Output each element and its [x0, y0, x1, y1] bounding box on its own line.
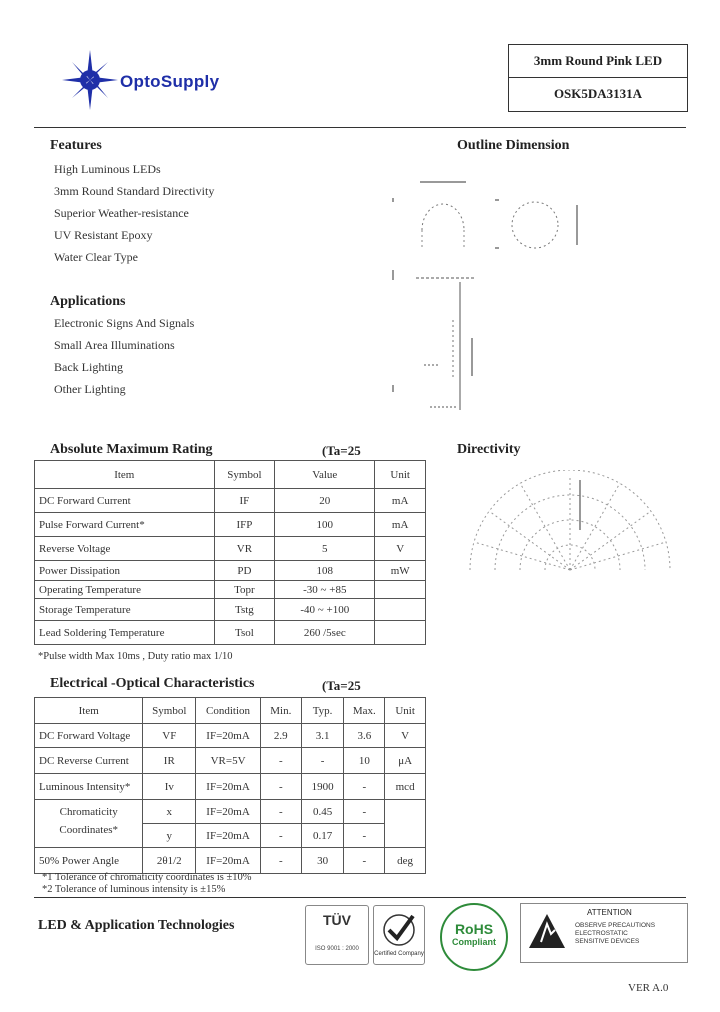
title-box — [508, 44, 688, 112]
cell — [385, 824, 426, 848]
table-row — [35, 621, 426, 645]
cell: mA — [375, 489, 426, 513]
cell: PD — [214, 561, 275, 581]
attention-label: ATTENTION — [587, 908, 632, 917]
cell — [375, 599, 426, 621]
tuv-label: TÜV — [323, 912, 351, 928]
cell: mcd — [385, 774, 426, 800]
eo-note-2: *2 Tolerance of luminous intensity is ±15% — [42, 884, 226, 895]
cell: 2.9 — [260, 724, 301, 748]
cell: DC Forward Voltage — [35, 724, 143, 748]
cell: Tsol — [214, 621, 275, 645]
table-row — [35, 724, 426, 748]
cell: VR=5V — [196, 748, 261, 774]
list-item: Back Lighting — [54, 360, 123, 374]
cell: -30 ~ +85 — [275, 581, 375, 599]
attention-line: ELECTROSTATIC — [575, 930, 628, 937]
cell: -40 ~ +100 — [275, 599, 375, 621]
list-item: 3mm Round Standard Directivity — [54, 184, 215, 198]
cell: IR — [143, 748, 196, 774]
part-number: OSK5DA3131A — [553, 86, 643, 101]
cell: - — [260, 774, 301, 800]
table-row — [35, 824, 426, 848]
cell: mW — [375, 561, 426, 581]
table-row — [35, 774, 426, 800]
outline-heading: Outline Dimension — [457, 138, 570, 153]
rohs-sublabel: Compliant — [452, 937, 496, 947]
cell: Luminous Intensity* — [35, 774, 143, 800]
cell: IF=20mA — [196, 848, 261, 874]
tuv-badge — [305, 905, 369, 965]
eo-heading: Electrical -Optical Characteristics — [50, 676, 255, 691]
cell: DC Forward Current — [35, 489, 215, 513]
cell: 100 — [275, 513, 375, 537]
cell: - — [344, 774, 385, 800]
table-row — [35, 489, 426, 513]
esd-warning-icon — [527, 912, 567, 952]
table-row — [35, 561, 426, 581]
cell: Iv — [143, 774, 196, 800]
col-header: Min. — [260, 698, 301, 724]
features-list — [54, 162, 214, 272]
cell: Power Dissipation — [35, 561, 215, 581]
list-item: Superior Weather-resistance — [54, 206, 189, 220]
rohs-badge — [440, 903, 508, 971]
cell: 0.45 — [301, 800, 344, 824]
col-header: Unit — [375, 461, 426, 489]
cell: - — [344, 800, 385, 824]
cell: y — [143, 824, 196, 848]
abs-max-condition: (Ta=25 — [322, 443, 361, 458]
cell: 20 — [275, 489, 375, 513]
certified-badge — [373, 905, 425, 965]
cell: 10 — [344, 748, 385, 774]
cell: μA — [385, 748, 426, 774]
list-item: UV Resistant Epoxy — [54, 228, 153, 242]
cell: - — [344, 824, 385, 848]
abs-max-note: *Pulse width Max 10ms , Duty ratio max 1/10 — [38, 651, 233, 662]
eo-note-1: *1 Tolerance of chromaticity coordinates is ±10% — [42, 872, 252, 883]
col-header: Typ. — [301, 698, 344, 724]
brand-name: OptoSupply — [120, 72, 220, 91]
applications-list — [54, 316, 194, 404]
cell: 0.17 — [301, 824, 344, 848]
brand-logo — [60, 50, 280, 110]
cell: Topr — [214, 581, 275, 599]
table-row — [35, 581, 426, 599]
cell: - — [260, 824, 301, 848]
footer-divider — [34, 897, 686, 898]
cell — [375, 581, 426, 599]
product-title: 3mm Round Pink LED — [509, 45, 687, 78]
table-row — [35, 800, 426, 824]
cell: Chromaticity — [35, 800, 143, 824]
list-item: Small Area Illuminations — [54, 338, 175, 352]
cell — [375, 621, 426, 645]
table-row — [35, 599, 426, 621]
cell: - — [260, 800, 301, 824]
cell: VF — [143, 724, 196, 748]
col-header: Item — [35, 698, 143, 724]
rohs-label: RoHS — [454, 921, 494, 937]
cell: 30 — [301, 848, 344, 874]
iso-label: ISO 9001 : 2000 — [315, 946, 359, 952]
table-row — [35, 537, 426, 561]
cell: Coordinates* — [35, 824, 143, 848]
cell: 3.6 — [344, 724, 385, 748]
cell: V — [385, 724, 426, 748]
col-header: Max. — [344, 698, 385, 724]
col-header: Value — [275, 461, 375, 489]
cell: - — [260, 848, 301, 874]
cell — [385, 800, 426, 824]
cell: 108 — [275, 561, 375, 581]
abs-max-table — [34, 460, 426, 645]
cell: Reverse Voltage — [35, 537, 215, 561]
cell: Tstg — [214, 599, 275, 621]
col-header: Unit — [385, 698, 426, 724]
esd-attention-badge — [520, 903, 688, 963]
directivity-heading: Directivity — [457, 442, 521, 457]
eo-condition: (Ta=25 — [322, 678, 361, 693]
cell: IF=20mA — [196, 800, 261, 824]
certified-label: Certified Company — [374, 951, 424, 957]
cell: V — [375, 537, 426, 561]
cell: IF — [214, 489, 275, 513]
cell: 1900 — [301, 774, 344, 800]
attention-line: OBSERVE PRECAUTIONS — [575, 922, 656, 929]
list-item: High Luminous LEDs — [54, 162, 161, 176]
cell: IF=20mA — [196, 824, 261, 848]
table-row — [35, 513, 426, 537]
star-logo-icon — [60, 50, 120, 110]
cell: - — [301, 748, 344, 774]
version-label: VER A.0 — [628, 982, 669, 994]
cell: Storage Temperature — [35, 599, 215, 621]
cell: mA — [375, 513, 426, 537]
checkmark-icon — [379, 912, 419, 946]
directivity-chart — [460, 470, 680, 580]
cell: x — [143, 800, 196, 824]
cell: - — [344, 848, 385, 874]
table-row — [35, 848, 426, 874]
applications-heading: Applications — [50, 294, 126, 309]
cell: IFP — [214, 513, 275, 537]
outline-drawing — [380, 170, 610, 430]
cell: Operating Temperature — [35, 581, 215, 599]
cell: 2θ1/2 — [143, 848, 196, 874]
table-row — [35, 748, 426, 774]
cell: IF=20mA — [196, 724, 261, 748]
cell: 5 — [275, 537, 375, 561]
attention-line: SENSITIVE DEVICES — [575, 938, 640, 945]
cell: IF=20mA — [196, 774, 261, 800]
cell: Pulse Forward Current* — [35, 513, 215, 537]
list-item: Other Lighting — [54, 382, 126, 396]
cell: VR — [214, 537, 275, 561]
col-header: Condition — [196, 698, 261, 724]
header-divider — [34, 127, 686, 128]
col-header: Symbol — [143, 698, 196, 724]
col-header: Symbol — [214, 461, 275, 489]
eo-table — [34, 697, 426, 874]
col-header: Item — [35, 461, 215, 489]
list-item: Electronic Signs And Signals — [54, 316, 195, 330]
cell: Lead Soldering Temperature — [35, 621, 215, 645]
cell: 3.1 — [301, 724, 344, 748]
cell: 260 /5sec — [275, 621, 375, 645]
cell: 50% Power Angle — [35, 848, 143, 874]
features-heading: Features — [50, 138, 102, 153]
company-name: LED & Application Technologies — [38, 918, 235, 933]
cell: DC Reverse Current — [35, 748, 143, 774]
cell: deg — [385, 848, 426, 874]
abs-max-heading: Absolute Maximum Rating — [50, 442, 213, 457]
cell: - — [260, 748, 301, 774]
list-item: Water Clear Type — [54, 250, 138, 264]
